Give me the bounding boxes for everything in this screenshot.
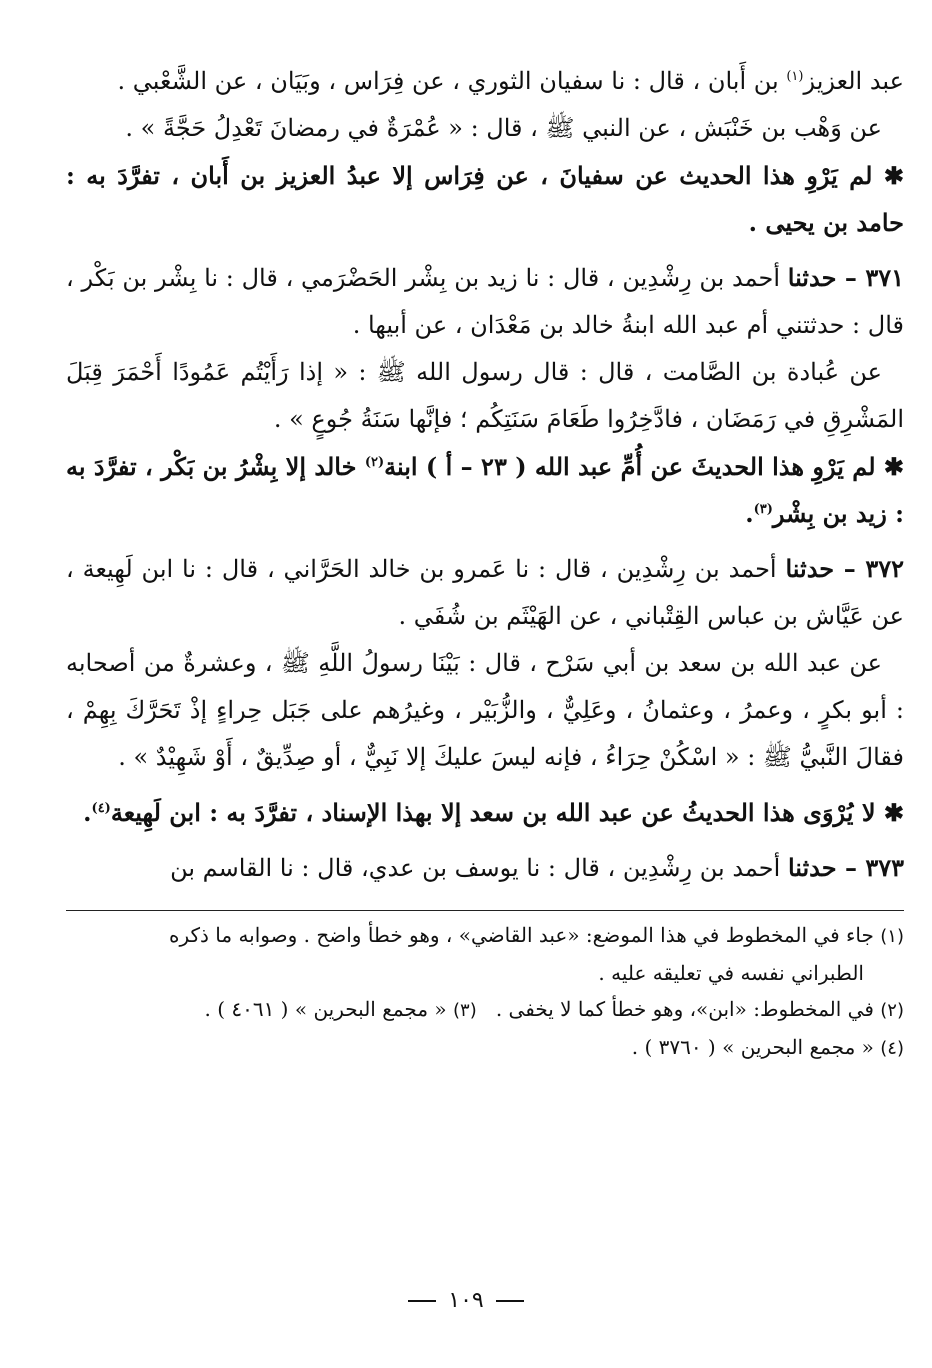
footnote-marker-4: (٤)	[91, 801, 111, 816]
footnote-1-continuation: الطبراني نفسه في تعليقه عليه .	[598, 961, 864, 985]
footnote-2-and-3	[66, 991, 904, 1029]
commentary-text: .	[83, 798, 92, 827]
main-text	[66, 58, 904, 892]
paragraph-hadith-text: عن عبد الله بن سعد بن أبي سَرْح ، قال : بَيْنَا رسولُ اللَّهِ ﷺ ، وعشرةٌ من أصحابه : أبو بكرٍ ، وعمرُ ، وعثمانُ ، وعَلِيٌّ ، والزُّبَيْر ، وغيرُهم على جَبَل حِراءٍ إذْ تَحَرَّكَ بِهِمْ ، فقالَ النَّبيُّ ﷺ : « اسْكُنْ حِرَاءُ ، فإنه ليسَ عليكَ إلا نَبِيٌّ ، أو صِدِّيقٌ ، أَوْ شَهِيْدٌ » .	[66, 649, 904, 771]
commentary-text: .	[745, 499, 754, 528]
hadith-372	[66, 545, 904, 640]
footnote-number: (٤)	[880, 1038, 904, 1059]
footnote-number: (١)	[880, 926, 904, 947]
footnote-text: جاء في المخطوط في هذا الموضع: «عبد القاضي» ، وهو خطأ واضح . وصوابه ما ذكره	[169, 923, 874, 947]
hadith-number: ٣٧٢	[865, 554, 904, 583]
hadith-chain: أحمد بن رِشْدِين ، قال : نا يوسف بن عدي، قال : نا القاسم بن	[170, 854, 788, 882]
footnote-4	[66, 1029, 904, 1067]
footnote-number: (٢)	[880, 1000, 904, 1021]
commentary-text: لا يُرْوَى هذا الحديثُ عن عبد الله بن سعد إلا بهذا الإسناد ، تفرَّدَ به : ابن لَهِيعة	[110, 798, 884, 827]
paragraph-text: بن أَبان ، قال : نا سفيان الثوري ، عن فِرَاس ، وبَيَان ، عن الشَّعْبي .	[117, 67, 787, 95]
footnote-number: (٣)	[453, 1000, 477, 1021]
hadith-373	[66, 844, 904, 892]
footnote-marker-1: (١)	[786, 69, 804, 84]
commentary-note-3	[66, 789, 904, 836]
commentary-text: لم يَرْوِ هذا الحديث عن سفيانَ ، عن فِرَاس إلا عبدُ العزيز بن أَبان ، تفرَّدَ به : حامد بن يحيى .	[66, 161, 904, 237]
footnotes	[66, 917, 904, 1067]
page-number	[0, 1288, 932, 1313]
footnote-text: في المخطوط: «ابن»، وهو خطأ كما لا يخفى .	[495, 997, 874, 1021]
bullet-icon: ✱	[883, 161, 905, 190]
commentary-text: خالد إلا بِشْرُ بن بَكْر ، تفرَّدَ به : زيد بن بِشْر	[66, 452, 904, 528]
paragraph-hadith-text: عن وَهْب بن خَنْبَش ، عن النبي ﷺ ، قال : « عُمْرَةٌ في رمضانَ تَعْدِلُ حَجَّةً » .	[125, 114, 882, 142]
footnote-divider	[66, 910, 904, 911]
commentary-note-2	[66, 443, 904, 537]
bullet-icon: ✱	[883, 452, 905, 481]
dash-decoration	[496, 1300, 524, 1302]
commentary-note-1	[66, 152, 904, 246]
footnote-text: « مجمع البحرين » ( ٤٠٦١ ) .	[204, 997, 447, 1021]
footnote-text: « مجمع البحرين » ( ٣٧٦٠ ) .	[631, 1035, 874, 1059]
paragraph-chain-continuation	[66, 58, 904, 105]
bullet-icon: ✱	[883, 798, 904, 827]
hadith-number: ٣٧١	[865, 263, 904, 292]
hadith-chain: أحمد بن رِشْدِين ، قال : نا زيد بن بِشْر الحَضْرَمي ، قال : نا بِشْر بن بَكْر ، قال : حدثتني أم عبد الله ابنةُ خالد بن مَعْدَان ، عن أبيها .	[66, 264, 904, 339]
hadith-heading: – حدثنا	[787, 263, 866, 292]
footnote-marker-2: (٢)	[364, 455, 385, 470]
book-page	[66, 58, 904, 1067]
paragraph-text: عبد العزيز	[803, 67, 904, 95]
footnote-1	[66, 917, 904, 955]
hadith-number: ٣٧٣	[865, 853, 904, 882]
hadith-chain: أحمد بن رِشْدِين ، قال : نا عَمرو بن خالد الحَرَّاني ، قال : نا ابن لَهِيعة ، عن عَيَّاش بن عباس القِتْباني ، عن الهَيْثَم بن شُفَي .	[66, 555, 904, 630]
hadith-heading: – حدثنا	[787, 853, 866, 882]
footnote-marker-3: (٣)	[753, 502, 773, 517]
hadith-371	[66, 254, 904, 349]
hadith-heading: – حدثنا	[785, 554, 866, 583]
commentary-text: لم يَرْوِ هذا الحديثَ عن أُمِّ عبد الله ( ٢٣ – أ ) ابنة	[384, 452, 884, 481]
paragraph-hadith-text: عن عُبادة بن الصَّامت ، قال : قال رسول الله ﷺ : « إذا رَأَيْتُم عَمُودًا أَحْمَرَ قِبَلَ المَشْرِقِ في رَمَضَان ، فادَّخِرُوا طَعَامَ سَنَتِكُم ؛ فإنَّها سَنَةُ جُوعٍ » .	[66, 358, 904, 433]
dash-decoration	[408, 1300, 436, 1302]
page-number-text: ١٠٩	[448, 1288, 484, 1313]
